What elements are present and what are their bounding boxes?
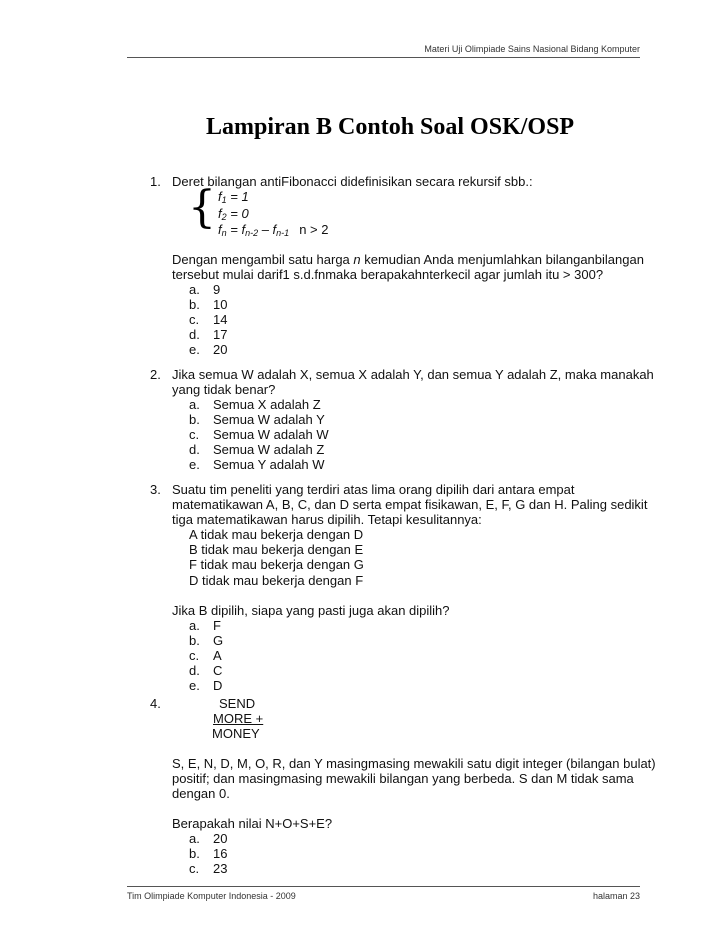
q1-option-letter: c. bbox=[189, 312, 200, 327]
q1-option-text: 9 bbox=[213, 282, 221, 297]
q2-option-text: Semua W adalah Y bbox=[213, 412, 325, 427]
footer-rule bbox=[127, 886, 640, 887]
q1-brace: { bbox=[188, 182, 216, 233]
q4-puzzle-line-2: MORE + bbox=[213, 711, 264, 726]
q1-option-text: 10 bbox=[213, 297, 228, 312]
q3-constraint: B tidak mau bekerja dengan E bbox=[189, 542, 364, 557]
q4-question: Berapakah nilai N+O+S+E? bbox=[172, 816, 333, 831]
footer-left: Tim Olimpiade Komputer Indonesia - 2009 bbox=[127, 891, 296, 901]
page-number: halaman 23 bbox=[592, 891, 640, 901]
q1-text: Deret bilangan antiFibonacci didefinisikan secara rekursif sbb.: bbox=[172, 174, 533, 189]
q2-text-line-2: yang tidak benar? bbox=[172, 382, 276, 397]
q3-option-text: D bbox=[213, 678, 223, 693]
q1-option-text: 14 bbox=[213, 312, 228, 327]
running-header: Materi Uji Olimpiade Sains Nasional Bidang Komputer bbox=[424, 44, 640, 54]
header-rule bbox=[127, 57, 640, 58]
q1-option-text: 17 bbox=[213, 327, 228, 342]
q2-option-text: Semua X adalah Z bbox=[213, 397, 321, 412]
q1-def-2: $f_2 = 0$ bbox=[218, 206, 249, 222]
q4-puzzle-line-1: SEND bbox=[219, 696, 256, 711]
q3-option-text: G bbox=[213, 633, 224, 648]
q3-option-text: C bbox=[213, 663, 223, 678]
q1-option-text: 20 bbox=[213, 342, 228, 357]
q4-paragraph-line-2: positif; dan masingmasing mewakili bilangan yang berbeda. S dan M tidak sama bbox=[172, 771, 634, 786]
q3-constraint: D tidak mau bekerja dengan F bbox=[189, 573, 364, 588]
q4-option-letter: c. bbox=[189, 861, 200, 876]
q1-number: 1. bbox=[150, 174, 161, 189]
q3-option-letter: a. bbox=[189, 618, 200, 633]
q1-paragraph-line-2: tersebut mulai darif1 s.d.fnmaka berapakahnterkecil agar jumlah itu > 300? bbox=[172, 267, 604, 282]
q1-option-letter: b. bbox=[189, 297, 200, 312]
q2-number: 2. bbox=[150, 367, 161, 382]
q3-question: Jika B dipilih, siapa yang pasti juga akan dipilih? bbox=[172, 603, 450, 618]
q2-text-line-1: Jika semua W adalah X, semua X adalah Y, dan semua Y adalah Z, maka manakah bbox=[172, 367, 654, 382]
q2-option-text: Semua W adalah W bbox=[213, 427, 329, 442]
q1-option-letter: a. bbox=[189, 282, 200, 297]
q4-option-letter: a. bbox=[189, 831, 200, 846]
q2-option-letter: d. bbox=[189, 442, 200, 457]
q3-constraint: F tidak mau bekerja dengan G bbox=[189, 557, 364, 572]
q3-option-letter: b. bbox=[189, 633, 200, 648]
q2-option-letter: a. bbox=[189, 397, 200, 412]
q4-option-text: 16 bbox=[213, 846, 228, 861]
q3-text-line-2: matematikawan A, B, C, dan D serta empat fisikawan, E, F, G dan H. Paling sedikit bbox=[172, 497, 648, 512]
q3-option-letter: c. bbox=[189, 648, 200, 663]
q2-option-text: Semua W adalah Z bbox=[213, 442, 325, 457]
q3-text-line-1: Suatu tim peneliti yang terdiri atas lima orang dipilih dari antara empat bbox=[172, 482, 575, 497]
q2-option-text: Semua Y adalah W bbox=[213, 457, 325, 472]
q3-text-line-3: tiga matematikawan harus dipilih. Tetapi kesulitannya: bbox=[172, 512, 482, 527]
q1-paragraph-line-1: Dengan mengambil satu harga n kemudian Anda menjumlahkan bilanganbilangan bbox=[172, 252, 644, 267]
q4-option-letter: b. bbox=[189, 846, 200, 861]
page-title: Lampiran B Contoh Soal OSK/OSP bbox=[206, 114, 575, 140]
q3-number: 3. bbox=[150, 482, 161, 497]
q3-option-letter: d. bbox=[189, 663, 200, 678]
q2-option-letter: c. bbox=[189, 427, 200, 442]
q1-option-letter: e. bbox=[189, 342, 200, 357]
q1-def-3: $f_n = f_{n-2} - f_{n-1}$ n > 2 bbox=[218, 222, 329, 238]
q4-option-text: 23 bbox=[213, 861, 228, 876]
q4-puzzle-line-3: MONEY bbox=[212, 726, 260, 741]
q2-option-letter: e. bbox=[189, 457, 200, 472]
q4-paragraph-line-1: S, E, N, D, M, O, R, dan Y masingmasing mewakili satu digit integer (bilangan bulat) bbox=[172, 756, 656, 771]
q4-number: 4. bbox=[150, 696, 161, 711]
q3-option-text: F bbox=[213, 618, 221, 633]
q3-option-text: A bbox=[213, 648, 222, 663]
q2-option-letter: b. bbox=[189, 412, 200, 427]
q3-option-letter: e. bbox=[189, 678, 200, 693]
q1-option-letter: d. bbox=[189, 327, 200, 342]
q1-def-1: $f_1 = 1$ bbox=[218, 189, 249, 205]
q3-constraint: A tidak mau bekerja dengan D bbox=[189, 527, 364, 542]
q4-option-text: 20 bbox=[213, 831, 228, 846]
q4-paragraph-line-3: dengan 0. bbox=[172, 786, 230, 801]
